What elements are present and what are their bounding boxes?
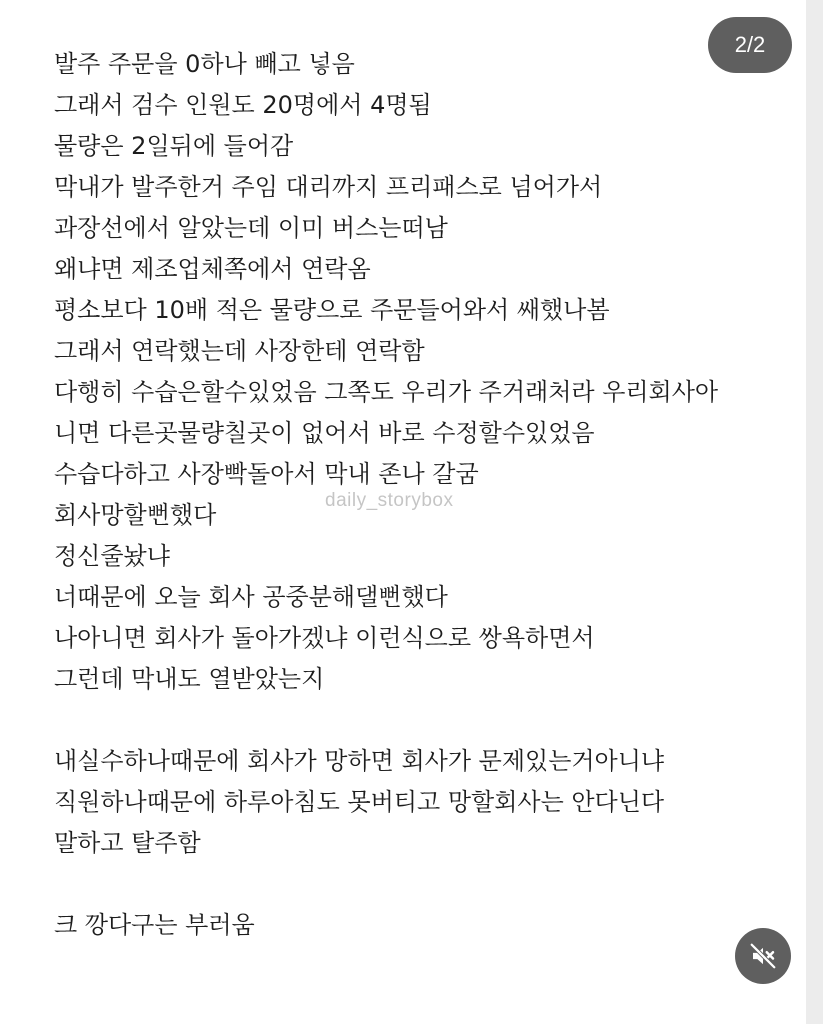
text-line: 평소보다 10배 적은 물량으로 주문들어와서 쌔했나봄 <box>54 296 610 324</box>
text-line: 그래서 검수 인원도 20명에서 4명됨 <box>54 91 432 119</box>
text-line: 막내가 발주한거 주임 대리까지 프리패스로 넘어가서 <box>54 173 603 201</box>
text-line: 왜냐면 제조업체쪽에서 연락옴 <box>54 255 371 283</box>
text-line: 내실수하나때문에 회사가 망하면 회사가 문제있는거아니냐 <box>54 747 665 775</box>
blank-line <box>54 700 794 741</box>
text-line: 과장선에서 알았는데 이미 버스는떠남 <box>54 214 448 242</box>
text-line: 정신줄놨냐 <box>54 542 170 570</box>
page-indicator: 2/2 <box>708 17 792 73</box>
watermark: daily_storybox <box>325 490 454 511</box>
text-line: 나아니면 회사가 돌아가겠냐 이런식으로 쌍욕하면서 <box>54 624 595 652</box>
text-line: 다행히 수습은할수있었음 그쪽도 우리가 주거래처라 우리회사아 <box>54 378 719 406</box>
text-line: 물량은 2일뒤에 들어감 <box>54 132 294 160</box>
text-line: 그래서 연락했는데 사장한테 연락함 <box>54 337 425 365</box>
mute-button[interactable] <box>735 928 791 984</box>
text-line: 그런데 막내도 열받았는지 <box>54 665 325 693</box>
text-line: 크 깡다구는 부러움 <box>54 911 255 939</box>
text-line: 직원하나때문에 하루아침도 못버티고 망할회사는 안다닌다 <box>54 788 665 816</box>
text-line: 니면 다른곳물량칠곳이 없어서 바로 수정할수있었음 <box>54 419 595 447</box>
blank-line <box>54 864 794 905</box>
text-line: 말하고 탈주함 <box>54 829 201 857</box>
speaker-muted-icon <box>748 941 778 971</box>
text-line: 너때문에 오늘 회사 공중분해댈뻔했다 <box>54 583 448 611</box>
text-line: 회사망할뻔했다 <box>54 501 217 529</box>
text-line: 수습다하고 사장빡돌아서 막내 존나 갈굼 <box>54 460 479 488</box>
text-line: 발주 주문을 0하나 빼고 넣음 <box>54 50 355 78</box>
